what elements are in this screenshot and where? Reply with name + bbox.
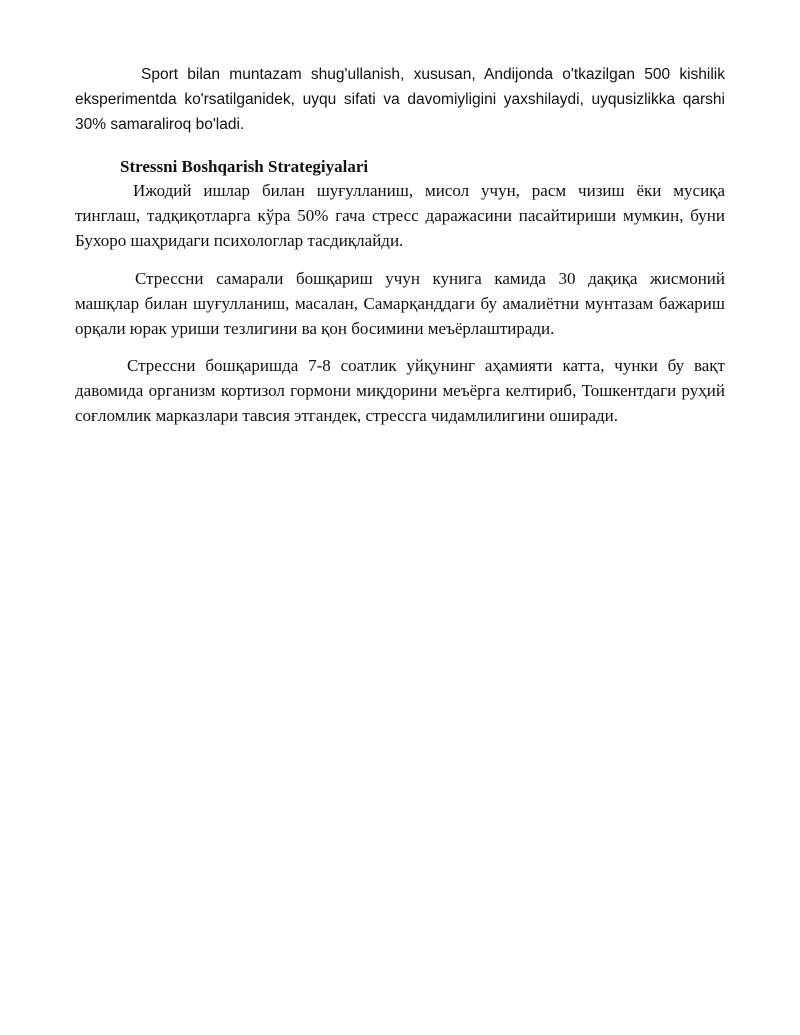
paragraph-physical-exercise: Стрессни самарали бошқариш учун кунига камида 30 дақиқа жисмоний машқлар билан шуғулланиш, масалан, Самарқанддаги бу амалиётни мунтазам бажариш орқали юрак уриши тезлигини ва қон босимини меъёрлаштиради. <box>75 269 725 338</box>
paragraph-creative-activities: Ижодий ишлар билан шуғулланиш, мисол учун, расм чизиш ёки мусиқа тинглаш, тадқиқотларга кўра 50% гача стресс даражасини пасайтириши мумкин, буни Бухоро шаҳридаги психологлар тасдиқлайди. <box>75 181 725 250</box>
paragraph-sleep-importance: Стрессни бошқаришда 7-8 соатлик уйқунинг аҳамияти катта, чунки бу вақт давомида организм кортизол гормони миқдорини меъёрга келтириб, Тошкентдаги руҳий соғломлик марказлари тавсия этгандек, стрессга чидамлилигини оширади. <box>75 356 725 425</box>
section-heading: Stressni Boshqarish Strategiyalari <box>120 157 369 176</box>
paragraph-sport-sleep: Sport bilan muntazam shug'ullanish, xususan, Andijonda o'tkazilgan 500 kishilik eksperimentda ko'rsatilganidek, uyqu sifati va davomiyligini yaxshilaydi, uyqusizlikka qarshi 30% samaraliroq bo'ladi. <box>75 66 725 133</box>
